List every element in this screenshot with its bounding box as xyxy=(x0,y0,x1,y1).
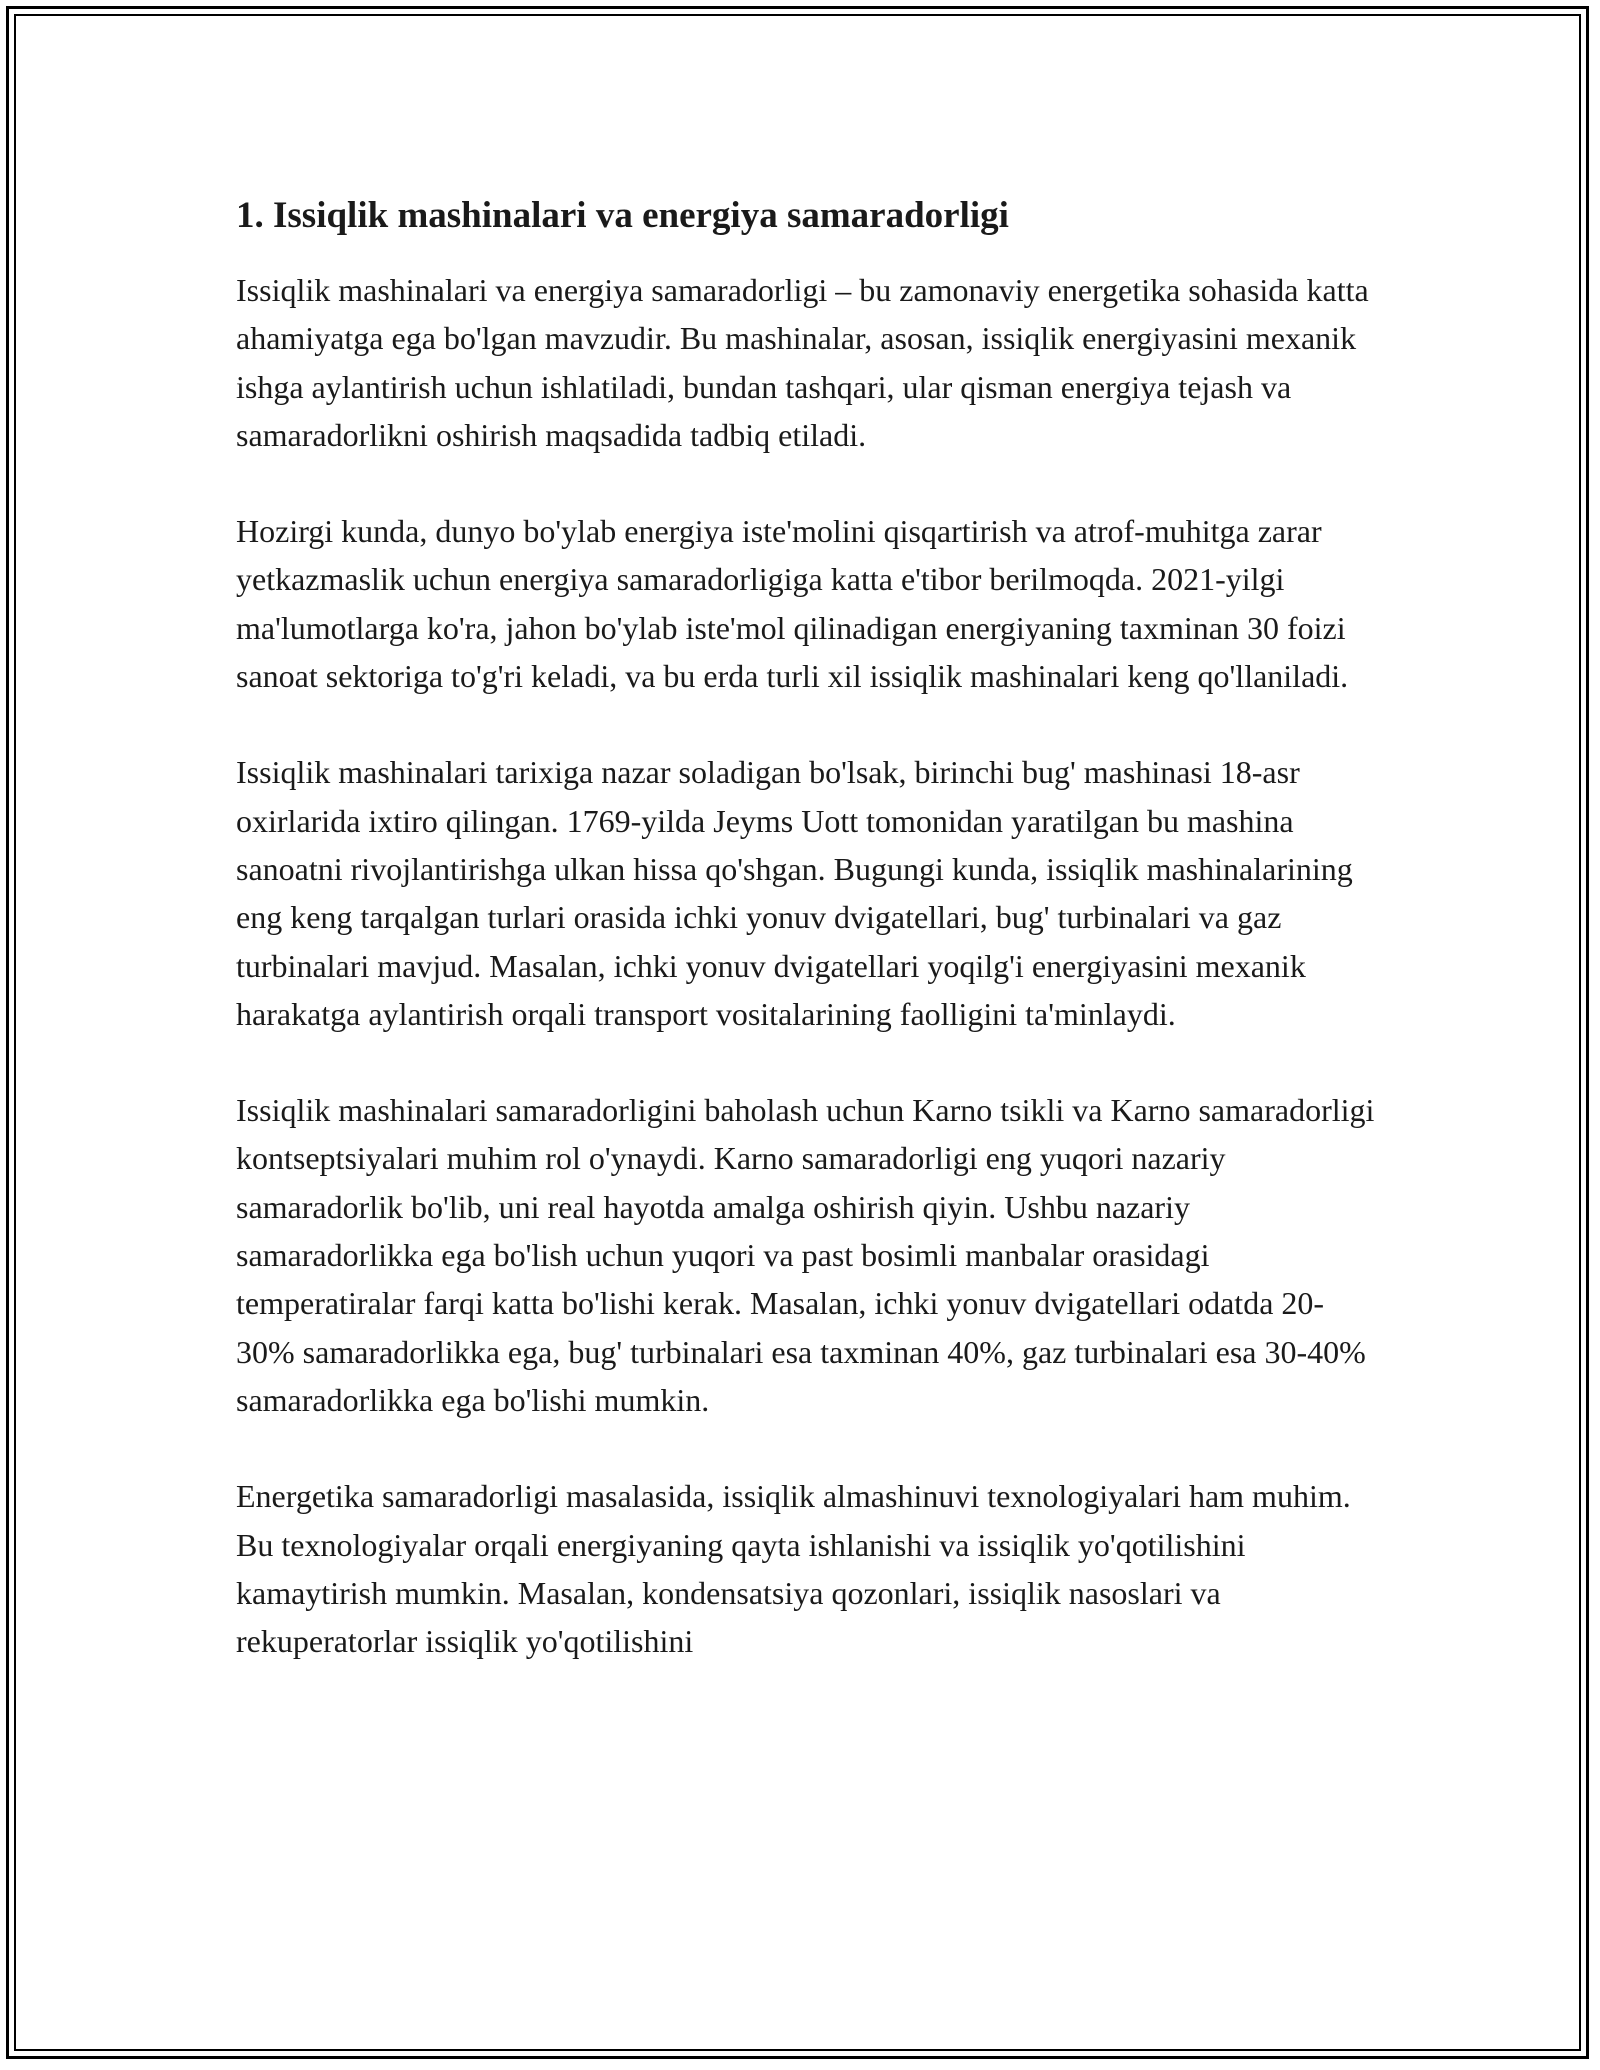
paragraph-energy-consumption: Hozirgi kunda, dunyo bo'ylab energiya iste'molini qisqartirish va atrof-muhitga zarar yetkazmaslik uchun energiya samaradorligiga katta e'tibor berilmoqda. 2021-yilgi ma'lumotlarga ko'ra, jahon bo'ylab iste'mol qilinadigan energiyaning taxminan 30 foizi sanoat sektoriga to'g'ri keladi, va bu erda turli xil issiqlik mashinalari keng qo'llaniladi. xyxy=(236,513,1349,695)
document-body xyxy=(236,188,1376,1665)
paragraph-heat-exchange: Energetika samaradorligi masalasida, issiqlik almashinuvi texnologiyalari ham muhim. Bu texnologiyalar orqali energiyaning qayta ishlanishi va issiqlik yo'qotilishini kamaytirish mumkin. Masalan, kondensatsiya qozonlari, issiqlik nasoslari va rekuperatorlar issiqlik yo'qotilishini xyxy=(236,1478,1351,1660)
paragraph-carnot-efficiency: Issiqlik mashinalari samaradorligini baholash uchun Karno tsikli va Karno samaradorligi kontseptsiyalari muhim rol o'ynaydi. Karno samaradorligi eng yuqori nazariy samaradorlik bo'lib, uni real hayotda amalga oshirish qiyin. Ushbu nazariy samaradorlikka ega bo'lish uchun yuqori va past bosimli manbalar orasidagi temperatiralar farqi katta bo'lishi kerak. Masalan, ichki yonuv dvigatellari odatda 20-30% samaradorlikka ega, bug' turbinalari esa taxminan 40%, gaz turbinalari esa 30-40% samaradorlikka ega bo'lishi mumkin. xyxy=(236,1092,1375,1418)
paragraph-history: Issiqlik mashinalari tarixiga nazar soladigan bo'lsak, birinchi bug' mashinasi 18-asr oxirlarida ixtiro qilingan. 1769-yilda Jeyms Uott tomonidan yaratilgan bu mashina sanoatni rivojlantirishga ulkan hissa qo'shgan. Bugungi kunda, issiqlik mashinalarining eng keng tarqalgan turlari orasida ichki yonuv dvigatellari, bug' turbinalari va gaz turbinalari mavjud. Masalan, ichki yonuv dvigatellari yoqilg'i energiyasini mexanik harakatga aylantirish orqali transport vositalarining faolligini ta'minlaydi. xyxy=(236,754,1353,1032)
section-heading: 1. Issiqlik mashinalari va energiya samaradorligi xyxy=(236,195,1009,236)
paragraph-intro: Issiqlik mashinalari va energiya samaradorligi – bu zamonaviy energetika sohasida katta ahamiyatga ega bo'lgan mavzudir. Bu mashinalar, asosan, issiqlik energiyasini mexanik ishga aylantirish uchun ishlatiladi, bundan tashqari, ular qisman energiya tejash va samaradorlikni oshirish maqsadida tadbiq etiladi. xyxy=(236,272,1369,453)
